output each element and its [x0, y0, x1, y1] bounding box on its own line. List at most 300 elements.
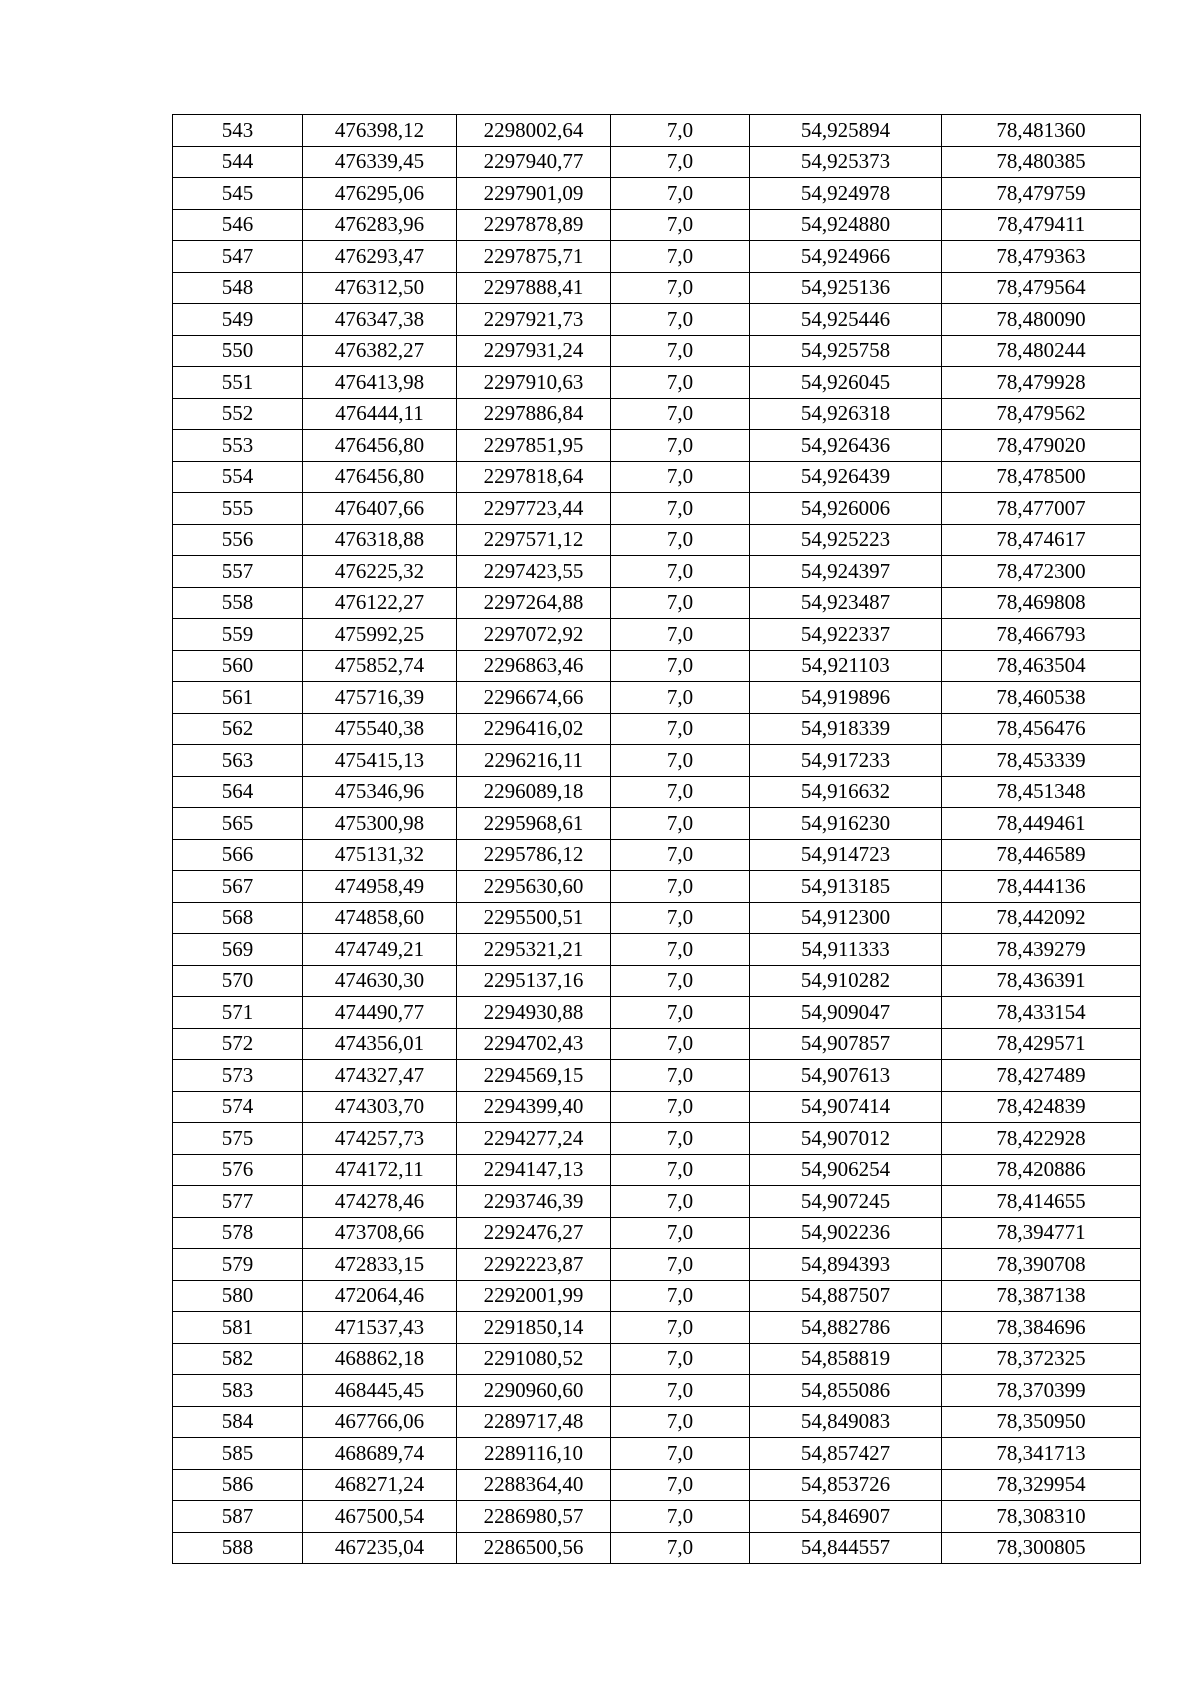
latitude-cell: 54,919896 [750, 682, 942, 714]
longitude-cell: 78,350950 [942, 1406, 1141, 1438]
table-row [173, 1343, 1141, 1375]
point-number-cell: 548 [173, 272, 303, 304]
x-coordinate-cell: 476225,32 [303, 556, 457, 588]
longitude-cell: 78,442092 [942, 902, 1141, 934]
latitude-cell: 54,907012 [750, 1123, 942, 1155]
point-number-cell: 551 [173, 367, 303, 399]
point-number-cell: 549 [173, 304, 303, 336]
table-row [173, 241, 1141, 273]
x-coordinate-cell: 476339,45 [303, 146, 457, 178]
latitude-cell: 54,917233 [750, 745, 942, 777]
point-number-cell: 583 [173, 1375, 303, 1407]
y-coordinate-cell: 2296863,46 [457, 650, 611, 682]
table-row [173, 745, 1141, 777]
latitude-cell: 54,911333 [750, 934, 942, 966]
latitude-cell: 54,907857 [750, 1028, 942, 1060]
latitude-cell: 54,925894 [750, 115, 942, 147]
point-number-cell: 565 [173, 808, 303, 840]
x-coordinate-cell: 475992,25 [303, 619, 457, 651]
longitude-cell: 78,480385 [942, 146, 1141, 178]
table-row [173, 808, 1141, 840]
point-number-cell: 545 [173, 178, 303, 210]
x-coordinate-cell: 471537,43 [303, 1312, 457, 1344]
latitude-cell: 54,918339 [750, 713, 942, 745]
longitude-cell: 78,479759 [942, 178, 1141, 210]
x-coordinate-cell: 475852,74 [303, 650, 457, 682]
latitude-cell: 54,926436 [750, 430, 942, 462]
y-coordinate-cell: 2297931,24 [457, 335, 611, 367]
latitude-cell: 54,916632 [750, 776, 942, 808]
point-number-cell: 580 [173, 1280, 303, 1312]
table-row [173, 556, 1141, 588]
longitude-cell: 78,481360 [942, 115, 1141, 147]
point-number-cell: 572 [173, 1028, 303, 1060]
point-number-cell: 585 [173, 1438, 303, 1470]
longitude-cell: 78,463504 [942, 650, 1141, 682]
longitude-cell: 78,460538 [942, 682, 1141, 714]
accuracy-cell: 7,0 [611, 304, 750, 336]
table-row [173, 1406, 1141, 1438]
latitude-cell: 54,925446 [750, 304, 942, 336]
longitude-cell: 78,387138 [942, 1280, 1141, 1312]
y-coordinate-cell: 2297886,84 [457, 398, 611, 430]
x-coordinate-cell: 476318,88 [303, 524, 457, 556]
latitude-cell: 54,926006 [750, 493, 942, 525]
accuracy-cell: 7,0 [611, 1469, 750, 1501]
point-number-cell: 564 [173, 776, 303, 808]
accuracy-cell: 7,0 [611, 1249, 750, 1281]
table-row [173, 524, 1141, 556]
latitude-cell: 54,914723 [750, 839, 942, 871]
x-coordinate-cell: 476398,12 [303, 115, 457, 147]
table-row [173, 776, 1141, 808]
accuracy-cell: 7,0 [611, 965, 750, 997]
y-coordinate-cell: 2294399,40 [457, 1091, 611, 1123]
longitude-cell: 78,479928 [942, 367, 1141, 399]
latitude-cell: 54,909047 [750, 997, 942, 1029]
table-row [173, 430, 1141, 462]
point-number-cell: 562 [173, 713, 303, 745]
x-coordinate-cell: 475346,96 [303, 776, 457, 808]
accuracy-cell: 7,0 [611, 493, 750, 525]
table-row [173, 1469, 1141, 1501]
longitude-cell: 78,329954 [942, 1469, 1141, 1501]
y-coordinate-cell: 2297264,88 [457, 587, 611, 619]
longitude-cell: 78,436391 [942, 965, 1141, 997]
table-row [173, 398, 1141, 430]
y-coordinate-cell: 2297910,63 [457, 367, 611, 399]
y-coordinate-cell: 2297901,09 [457, 178, 611, 210]
point-number-cell: 574 [173, 1091, 303, 1123]
y-coordinate-cell: 2295500,51 [457, 902, 611, 934]
table-row [173, 713, 1141, 745]
y-coordinate-cell: 2292001,99 [457, 1280, 611, 1312]
y-coordinate-cell: 2297940,77 [457, 146, 611, 178]
latitude-cell: 54,916230 [750, 808, 942, 840]
point-number-cell: 587 [173, 1501, 303, 1533]
table-row [173, 997, 1141, 1029]
point-number-cell: 588 [173, 1532, 303, 1564]
x-coordinate-cell: 476444,11 [303, 398, 457, 430]
point-number-cell: 566 [173, 839, 303, 871]
coordinates-table [172, 114, 1141, 1564]
x-coordinate-cell: 468271,24 [303, 1469, 457, 1501]
accuracy-cell: 7,0 [611, 272, 750, 304]
point-number-cell: 558 [173, 587, 303, 619]
y-coordinate-cell: 2297571,12 [457, 524, 611, 556]
accuracy-cell: 7,0 [611, 1028, 750, 1060]
point-number-cell: 576 [173, 1154, 303, 1186]
accuracy-cell: 7,0 [611, 619, 750, 651]
longitude-cell: 78,453339 [942, 745, 1141, 777]
x-coordinate-cell: 476382,27 [303, 335, 457, 367]
y-coordinate-cell: 2295786,12 [457, 839, 611, 871]
accuracy-cell: 7,0 [611, 1501, 750, 1533]
latitude-cell: 54,882786 [750, 1312, 942, 1344]
x-coordinate-cell: 473708,66 [303, 1217, 457, 1249]
x-coordinate-cell: 467500,54 [303, 1501, 457, 1533]
accuracy-cell: 7,0 [611, 524, 750, 556]
accuracy-cell: 7,0 [611, 682, 750, 714]
y-coordinate-cell: 2296674,66 [457, 682, 611, 714]
accuracy-cell: 7,0 [611, 241, 750, 273]
x-coordinate-cell: 474749,21 [303, 934, 457, 966]
latitude-cell: 54,924397 [750, 556, 942, 588]
accuracy-cell: 7,0 [611, 1532, 750, 1564]
longitude-cell: 78,479562 [942, 398, 1141, 430]
point-number-cell: 546 [173, 209, 303, 241]
table-row [173, 209, 1141, 241]
longitude-cell: 78,429571 [942, 1028, 1141, 1060]
y-coordinate-cell: 2289717,48 [457, 1406, 611, 1438]
point-number-cell: 586 [173, 1469, 303, 1501]
x-coordinate-cell: 468689,74 [303, 1438, 457, 1470]
longitude-cell: 78,420886 [942, 1154, 1141, 1186]
point-number-cell: 555 [173, 493, 303, 525]
y-coordinate-cell: 2297723,44 [457, 493, 611, 525]
y-coordinate-cell: 2290960,60 [457, 1375, 611, 1407]
longitude-cell: 78,449461 [942, 808, 1141, 840]
accuracy-cell: 7,0 [611, 1375, 750, 1407]
y-coordinate-cell: 2286980,57 [457, 1501, 611, 1533]
table-row [173, 335, 1141, 367]
accuracy-cell: 7,0 [611, 461, 750, 493]
latitude-cell: 54,902236 [750, 1217, 942, 1249]
longitude-cell: 78,422928 [942, 1123, 1141, 1155]
y-coordinate-cell: 2292223,87 [457, 1249, 611, 1281]
longitude-cell: 78,456476 [942, 713, 1141, 745]
point-number-cell: 552 [173, 398, 303, 430]
accuracy-cell: 7,0 [611, 1217, 750, 1249]
latitude-cell: 54,926045 [750, 367, 942, 399]
accuracy-cell: 7,0 [611, 556, 750, 588]
y-coordinate-cell: 2297878,89 [457, 209, 611, 241]
table-row [173, 1186, 1141, 1218]
latitude-cell: 54,855086 [750, 1375, 942, 1407]
table-row [173, 902, 1141, 934]
x-coordinate-cell: 474630,30 [303, 965, 457, 997]
y-coordinate-cell: 2294569,15 [457, 1060, 611, 1092]
y-coordinate-cell: 2294147,13 [457, 1154, 611, 1186]
latitude-cell: 54,846907 [750, 1501, 942, 1533]
point-number-cell: 567 [173, 871, 303, 903]
longitude-cell: 78,414655 [942, 1186, 1141, 1218]
x-coordinate-cell: 474327,47 [303, 1060, 457, 1092]
longitude-cell: 78,308310 [942, 1501, 1141, 1533]
latitude-cell: 54,926318 [750, 398, 942, 430]
y-coordinate-cell: 2295630,60 [457, 871, 611, 903]
longitude-cell: 78,479020 [942, 430, 1141, 462]
point-number-cell: 570 [173, 965, 303, 997]
longitude-cell: 78,439279 [942, 934, 1141, 966]
latitude-cell: 54,925758 [750, 335, 942, 367]
longitude-cell: 78,390708 [942, 1249, 1141, 1281]
accuracy-cell: 7,0 [611, 430, 750, 462]
latitude-cell: 54,907245 [750, 1186, 942, 1218]
longitude-cell: 78,479564 [942, 272, 1141, 304]
table-row [173, 1501, 1141, 1533]
y-coordinate-cell: 2296089,18 [457, 776, 611, 808]
x-coordinate-cell: 472833,15 [303, 1249, 457, 1281]
accuracy-cell: 7,0 [611, 713, 750, 745]
accuracy-cell: 7,0 [611, 178, 750, 210]
y-coordinate-cell: 2294277,24 [457, 1123, 611, 1155]
y-coordinate-cell: 2297875,71 [457, 241, 611, 273]
x-coordinate-cell: 474356,01 [303, 1028, 457, 1060]
y-coordinate-cell: 2291850,14 [457, 1312, 611, 1344]
x-coordinate-cell: 476295,06 [303, 178, 457, 210]
accuracy-cell: 7,0 [611, 871, 750, 903]
accuracy-cell: 7,0 [611, 934, 750, 966]
x-coordinate-cell: 474490,77 [303, 997, 457, 1029]
latitude-cell: 54,858819 [750, 1343, 942, 1375]
latitude-cell: 54,849083 [750, 1406, 942, 1438]
point-number-cell: 556 [173, 524, 303, 556]
point-number-cell: 544 [173, 146, 303, 178]
table-row [173, 146, 1141, 178]
point-number-cell: 581 [173, 1312, 303, 1344]
longitude-cell: 78,472300 [942, 556, 1141, 588]
y-coordinate-cell: 2297851,95 [457, 430, 611, 462]
longitude-cell: 78,479411 [942, 209, 1141, 241]
table-row [173, 1154, 1141, 1186]
longitude-cell: 78,478500 [942, 461, 1141, 493]
y-coordinate-cell: 2297072,92 [457, 619, 611, 651]
accuracy-cell: 7,0 [611, 209, 750, 241]
accuracy-cell: 7,0 [611, 587, 750, 619]
point-number-cell: 571 [173, 997, 303, 1029]
x-coordinate-cell: 476413,98 [303, 367, 457, 399]
y-coordinate-cell: 2295968,61 [457, 808, 611, 840]
latitude-cell: 54,924978 [750, 178, 942, 210]
table-row [173, 839, 1141, 871]
point-number-cell: 573 [173, 1060, 303, 1092]
latitude-cell: 54,922337 [750, 619, 942, 651]
accuracy-cell: 7,0 [611, 745, 750, 777]
point-number-cell: 559 [173, 619, 303, 651]
longitude-cell: 78,444136 [942, 871, 1141, 903]
longitude-cell: 78,424839 [942, 1091, 1141, 1123]
y-coordinate-cell: 2288364,40 [457, 1469, 611, 1501]
longitude-cell: 78,370399 [942, 1375, 1141, 1407]
table-row [173, 272, 1141, 304]
table-row [173, 965, 1141, 997]
y-coordinate-cell: 2298002,64 [457, 115, 611, 147]
table-row [173, 1438, 1141, 1470]
point-number-cell: 582 [173, 1343, 303, 1375]
longitude-cell: 78,427489 [942, 1060, 1141, 1092]
x-coordinate-cell: 467235,04 [303, 1532, 457, 1564]
point-number-cell: 547 [173, 241, 303, 273]
accuracy-cell: 7,0 [611, 902, 750, 934]
accuracy-cell: 7,0 [611, 808, 750, 840]
accuracy-cell: 7,0 [611, 115, 750, 147]
table-row [173, 178, 1141, 210]
accuracy-cell: 7,0 [611, 1154, 750, 1186]
longitude-cell: 78,446589 [942, 839, 1141, 871]
point-number-cell: 543 [173, 115, 303, 147]
accuracy-cell: 7,0 [611, 1312, 750, 1344]
table-row [173, 587, 1141, 619]
x-coordinate-cell: 475540,38 [303, 713, 457, 745]
accuracy-cell: 7,0 [611, 398, 750, 430]
accuracy-cell: 7,0 [611, 146, 750, 178]
latitude-cell: 54,925136 [750, 272, 942, 304]
y-coordinate-cell: 2297888,41 [457, 272, 611, 304]
y-coordinate-cell: 2291080,52 [457, 1343, 611, 1375]
latitude-cell: 54,853726 [750, 1469, 942, 1501]
longitude-cell: 78,474617 [942, 524, 1141, 556]
y-coordinate-cell: 2289116,10 [457, 1438, 611, 1470]
x-coordinate-cell: 474278,46 [303, 1186, 457, 1218]
x-coordinate-cell: 476283,96 [303, 209, 457, 241]
y-coordinate-cell: 2286500,56 [457, 1532, 611, 1564]
longitude-cell: 78,466793 [942, 619, 1141, 651]
latitude-cell: 54,894393 [750, 1249, 942, 1281]
point-number-cell: 563 [173, 745, 303, 777]
table-row [173, 1217, 1141, 1249]
accuracy-cell: 7,0 [611, 997, 750, 1029]
x-coordinate-cell: 474303,70 [303, 1091, 457, 1123]
latitude-cell: 54,923487 [750, 587, 942, 619]
longitude-cell: 78,300805 [942, 1532, 1141, 1564]
latitude-cell: 54,857427 [750, 1438, 942, 1470]
y-coordinate-cell: 2293746,39 [457, 1186, 611, 1218]
table-row [173, 367, 1141, 399]
point-number-cell: 577 [173, 1186, 303, 1218]
latitude-cell: 54,912300 [750, 902, 942, 934]
table-row [173, 461, 1141, 493]
latitude-cell: 54,924966 [750, 241, 942, 273]
x-coordinate-cell: 475131,32 [303, 839, 457, 871]
point-number-cell: 578 [173, 1217, 303, 1249]
accuracy-cell: 7,0 [611, 1186, 750, 1218]
point-number-cell: 554 [173, 461, 303, 493]
table-row [173, 934, 1141, 966]
y-coordinate-cell: 2294930,88 [457, 997, 611, 1029]
y-coordinate-cell: 2295321,21 [457, 934, 611, 966]
latitude-cell: 54,910282 [750, 965, 942, 997]
x-coordinate-cell: 475716,39 [303, 682, 457, 714]
y-coordinate-cell: 2297423,55 [457, 556, 611, 588]
table-row [173, 650, 1141, 682]
accuracy-cell: 7,0 [611, 776, 750, 808]
y-coordinate-cell: 2292476,27 [457, 1217, 611, 1249]
point-number-cell: 561 [173, 682, 303, 714]
point-number-cell: 568 [173, 902, 303, 934]
table-row [173, 1028, 1141, 1060]
x-coordinate-cell: 476312,50 [303, 272, 457, 304]
point-number-cell: 560 [173, 650, 303, 682]
y-coordinate-cell: 2297921,73 [457, 304, 611, 336]
x-coordinate-cell: 467766,06 [303, 1406, 457, 1438]
table-row [173, 1091, 1141, 1123]
point-number-cell: 557 [173, 556, 303, 588]
table-row [173, 871, 1141, 903]
longitude-cell: 78,433154 [942, 997, 1141, 1029]
longitude-cell: 78,384696 [942, 1312, 1141, 1344]
y-coordinate-cell: 2296416,02 [457, 713, 611, 745]
longitude-cell: 78,469808 [942, 587, 1141, 619]
longitude-cell: 78,480090 [942, 304, 1141, 336]
point-number-cell: 553 [173, 430, 303, 462]
longitude-cell: 78,479363 [942, 241, 1141, 273]
x-coordinate-cell: 476456,80 [303, 430, 457, 462]
latitude-cell: 54,926439 [750, 461, 942, 493]
table-row [173, 1312, 1141, 1344]
accuracy-cell: 7,0 [611, 839, 750, 871]
y-coordinate-cell: 2297818,64 [457, 461, 611, 493]
x-coordinate-cell: 474172,11 [303, 1154, 457, 1186]
point-number-cell: 550 [173, 335, 303, 367]
accuracy-cell: 7,0 [611, 1406, 750, 1438]
accuracy-cell: 7,0 [611, 1060, 750, 1092]
x-coordinate-cell: 476407,66 [303, 493, 457, 525]
latitude-cell: 54,921103 [750, 650, 942, 682]
accuracy-cell: 7,0 [611, 650, 750, 682]
longitude-cell: 78,394771 [942, 1217, 1141, 1249]
table-row [173, 1280, 1141, 1312]
point-number-cell: 579 [173, 1249, 303, 1281]
latitude-cell: 54,907613 [750, 1060, 942, 1092]
y-coordinate-cell: 2294702,43 [457, 1028, 611, 1060]
table-row [173, 1123, 1141, 1155]
accuracy-cell: 7,0 [611, 335, 750, 367]
longitude-cell: 78,341713 [942, 1438, 1141, 1470]
point-number-cell: 569 [173, 934, 303, 966]
table-row [173, 115, 1141, 147]
latitude-cell: 54,924880 [750, 209, 942, 241]
coordinates-table-body [173, 115, 1141, 1564]
x-coordinate-cell: 468862,18 [303, 1343, 457, 1375]
accuracy-cell: 7,0 [611, 367, 750, 399]
table-row [173, 619, 1141, 651]
longitude-cell: 78,480244 [942, 335, 1141, 367]
x-coordinate-cell: 476293,47 [303, 241, 457, 273]
latitude-cell: 54,907414 [750, 1091, 942, 1123]
table-row [173, 1249, 1141, 1281]
x-coordinate-cell: 474858,60 [303, 902, 457, 934]
table-row [173, 1375, 1141, 1407]
x-coordinate-cell: 474958,49 [303, 871, 457, 903]
accuracy-cell: 7,0 [611, 1123, 750, 1155]
table-row [173, 1060, 1141, 1092]
longitude-cell: 78,451348 [942, 776, 1141, 808]
x-coordinate-cell: 476347,38 [303, 304, 457, 336]
x-coordinate-cell: 472064,46 [303, 1280, 457, 1312]
point-number-cell: 575 [173, 1123, 303, 1155]
x-coordinate-cell: 468445,45 [303, 1375, 457, 1407]
